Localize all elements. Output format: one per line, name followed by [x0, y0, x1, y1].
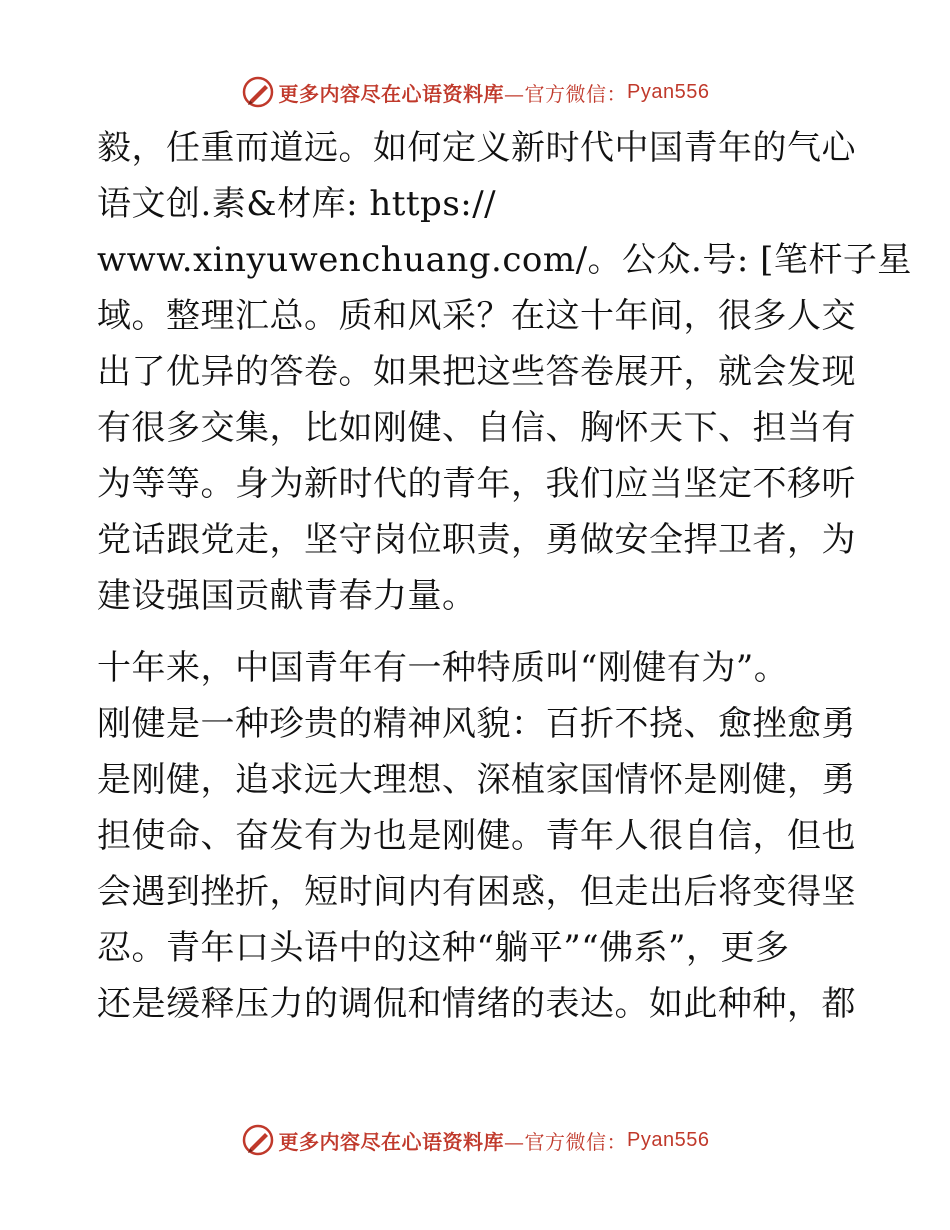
text-line: 语文创.素&材库: https:// — [97, 184, 497, 224]
header-watermark-id: Pyan556 — [627, 80, 710, 103]
document-body — [97, 120, 912, 1032]
header-watermark-banner — [0, 70, 950, 114]
pen-logo-icon — [241, 75, 275, 109]
header-watermark-main: 更多内容尽在心语资料库 — [278, 81, 505, 106]
footer-watermark-banner — [0, 1118, 950, 1162]
text-line: 还是缓释压力的调侃和情绪的表达。如此种种，都 — [97, 984, 856, 1024]
text-line: 担使命、奋发有为也是刚健。青年人很自信，但也 — [97, 816, 856, 856]
text-line: 忍。青年口头语中的这种“躺平”“佛系”，更多 — [97, 928, 790, 968]
text-line: 建设强国贡献青春力量。 — [97, 576, 477, 616]
text-line: 党话跟党走，坚守岗位职责，勇做安全捍卫者，为 — [97, 520, 856, 560]
text-line: 有很多交集，比如刚健、自信、胸怀天下、担当有 — [97, 408, 856, 448]
text-line: 为等等。身为新时代的青年，我们应当坚定不移听 — [97, 464, 856, 504]
pen-logo-icon — [241, 1123, 275, 1157]
text-line: 是刚健，追求远大理想、深植家国情怀是刚健，勇 — [97, 760, 856, 800]
text-line: 刚健是一种珍贵的精神风貌：百折不挠、愈挫愈勇 — [97, 704, 856, 744]
text-line: 十年来，中国青年有一种特质叫“刚健有为”。 — [97, 648, 789, 688]
footer-watermark-main: 更多内容尽在心语资料库 — [278, 1129, 505, 1154]
text-line: 毅，任重而道远。如何定义新时代中国青年的气心 — [97, 128, 856, 168]
footer-watermark-dash: —官方微信： — [504, 1129, 628, 1154]
header-watermark-dash: —官方微信： — [504, 81, 628, 106]
footer-watermark-id: Pyan556 — [627, 1128, 710, 1151]
text-line: 会遇到挫折，短时间内有困惑，但走出后将变得坚 — [97, 872, 856, 912]
text-line: www.xinyuwenchuang.com/。公众.号: [笔杆子星 — [97, 240, 912, 280]
text-line: 出了优异的答卷。如果把这些答卷展开，就会发现 — [97, 352, 856, 392]
text-line: 域。整理汇总。质和风采？在这十年间，很多人交 — [97, 296, 856, 336]
